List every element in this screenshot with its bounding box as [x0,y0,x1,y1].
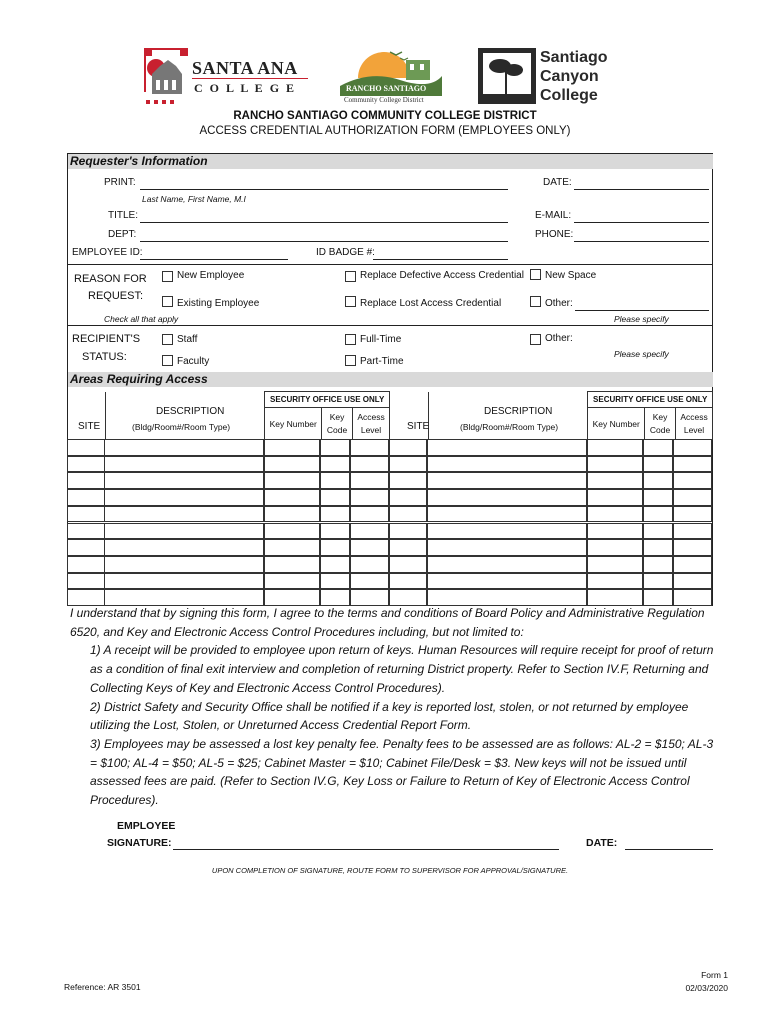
table-cell[interactable] [587,573,643,590]
dept-label: DEPT: [108,229,137,240]
key-number-header: Key Number [588,408,645,440]
table-cell[interactable] [104,523,264,540]
table-cell[interactable] [264,456,320,473]
email-input[interactable] [574,222,709,223]
table-cell[interactable] [264,523,320,540]
table-cell[interactable] [389,456,427,473]
table-cell[interactable] [350,539,389,556]
key-code-header: Key Code [645,408,676,440]
areas-table-left [67,391,390,440]
table-cell[interactable] [350,506,389,523]
status-other-label: Other: [545,333,573,344]
print-input[interactable] [140,189,508,190]
table-cell[interactable] [389,489,427,506]
table-cell[interactable] [67,456,105,473]
table-cell[interactable] [427,472,587,489]
title-label: TITLE: [108,210,139,221]
table-cell[interactable] [67,489,105,506]
table-cell[interactable] [389,439,427,456]
description-sub-left: (Bldg/Room#/Room Type) [132,422,231,432]
date-label: DATE: [543,177,572,188]
replace-defective-checkbox[interactable] [345,271,356,282]
requester-section-header: Requester's Information [68,154,713,169]
table-cell[interactable] [587,456,643,473]
form-date: 02/03/2020 [685,983,728,993]
scc-name-2: Canyon [540,68,599,85]
description-sub-right: (Bldg/Room#/Room Type) [460,422,559,432]
table-cell[interactable] [104,489,264,506]
table-cell[interactable] [67,573,105,590]
key-code-header: Key Code [322,408,353,440]
table-cell[interactable] [673,489,712,506]
email-label: E-MAIL: [535,210,572,221]
sac-college: C O L L E G E [194,81,297,95]
scc-name-1: Santiago [540,49,608,66]
table-cell[interactable] [264,506,320,523]
sac-divider [192,78,308,79]
reason-label-2: REQUEST: [88,290,144,302]
table-cell[interactable] [320,523,350,540]
replace-lost-label: Replace Lost Access Credential [360,298,502,309]
phone-label: PHONE: [535,229,574,240]
table-cell[interactable] [427,439,587,456]
faculty-checkbox[interactable] [162,355,173,366]
title-input[interactable] [140,222,508,223]
table-cell[interactable] [673,573,712,590]
employee-id-input[interactable] [140,259,288,260]
table-cell[interactable] [104,456,264,473]
table-cell[interactable] [264,539,320,556]
table-cell[interactable] [67,472,105,489]
new-space-label: New Space [545,270,597,281]
print-label: PRINT: [104,177,136,188]
table-cell[interactable] [104,573,264,590]
full-time-label: Full-Time [360,334,402,345]
table-cell[interactable] [104,439,264,456]
terms-text [70,604,720,810]
terms-item-3: 3) Employees may be assessed a lost key penalty fee. Penalty fees to be assessed are as follows: AL-2 = $150; AL-3 = $100; AL-4 = $50; AL-5 = $25; Cabinet Master = $10; Cabinet File/Desk = $3. New keys will not be issued until assessed fees are paid. (Refer to Section IV.G, Key Loss or Failure to Return of Key of Electronic Access Control Procedures). [90,736,714,808]
table-cell[interactable] [104,539,264,556]
id-badge-input[interactable] [373,259,508,260]
table-cell[interactable] [427,539,587,556]
table-cell[interactable] [427,506,587,523]
areas-section-header: Areas Requiring Access [68,372,713,387]
check-all-hint: Check all that apply [104,314,179,324]
signature-label-1: EMPLOYEE [117,820,176,832]
table-cell[interactable] [320,506,350,523]
part-time-label: Part-Time [360,356,404,367]
access-level-header: Access Level [676,408,713,440]
security-office-only-left: SECURITY OFFICE USE ONLY [265,392,390,408]
date-input[interactable] [574,189,709,190]
table-cell[interactable] [427,556,587,573]
terms-intro: I understand that by signing this form, I agree to the terms and conditions of Board Policy and Administrative Regulation 6520, and Key and Electronic Access Control Procedures including, but not limited to: [70,606,705,639]
table-cell[interactable] [264,489,320,506]
replace-lost-checkbox[interactable] [345,296,356,307]
table-cell[interactable] [350,456,389,473]
table-cell[interactable] [673,456,712,473]
table-cell[interactable] [673,472,712,489]
table-cell[interactable] [67,556,105,573]
key-number-header: Key Number [265,408,322,440]
status-label-2: STATUS: [82,351,127,363]
new-space-checkbox[interactable] [530,269,541,280]
table-cell[interactable] [320,489,350,506]
id-badge-label: ID BADGE #: [316,247,375,258]
reason-other-label: Other: [545,298,573,309]
new-employee-checkbox[interactable] [162,271,173,282]
table-cell[interactable] [350,472,389,489]
table-cell[interactable] [350,439,389,456]
table-cell[interactable] [673,556,712,573]
table-cell[interactable] [67,523,105,540]
table-cell[interactable] [389,556,427,573]
scc-name-3: College [540,87,598,104]
part-time-checkbox[interactable] [345,355,356,366]
new-employee-label: New Employee [177,270,245,281]
status-other-checkbox[interactable] [530,334,541,345]
employee-id-label: EMPLOYEE ID: [72,247,143,258]
table-cell[interactable] [643,472,673,489]
name-format-hint: Last Name, First Name, M.I [142,194,246,204]
description-header-left: DESCRIPTION [156,406,225,417]
replace-defective-label: Replace Defective Access Credential [360,270,524,281]
full-time-checkbox[interactable] [345,334,356,345]
table-cell[interactable] [320,556,350,573]
existing-employee-checkbox[interactable] [162,296,173,307]
table-cell[interactable] [350,556,389,573]
table-cell[interactable] [389,472,427,489]
areas-rows [67,439,713,606]
reference: Reference: AR 3501 [64,982,141,992]
table-cell[interactable] [587,472,643,489]
table-cell[interactable] [389,506,427,523]
table-cell[interactable] [643,523,673,540]
table-cell[interactable] [389,573,427,590]
separator [68,264,713,265]
site-header-left: SITE [78,421,101,432]
rancho-santiago-logo [340,46,442,106]
table-cell[interactable] [104,506,264,523]
table-cell[interactable] [587,439,643,456]
description-header-right: DESCRIPTION [484,406,553,417]
rscc-name: RANCHO SANTIAGO [346,84,427,93]
table-cell[interactable] [389,523,427,540]
status-specify-hint: Please specify [614,349,669,359]
table-cell[interactable] [427,573,587,590]
table-cell[interactable] [264,556,320,573]
table-cell[interactable] [587,489,643,506]
table-cell[interactable] [67,506,105,523]
table-cell[interactable] [673,539,712,556]
signature-input[interactable] [173,849,559,850]
table-cell[interactable] [67,539,105,556]
form-subtitle: ACCESS CREDENTIAL AUTHORIZATION FORM (EMPLOYEES ONLY) [199,125,571,137]
terms-item-2: 2) District Safety and Security Office shall be notified if a key is reported lost, stolen, or not returned by employee utilizing the Lost, Stolen, or Unreturned Access Credential Report Form. [90,699,689,733]
table-cell[interactable] [320,439,350,456]
table-cell[interactable] [389,539,427,556]
santa-ana-building-icon [142,46,192,106]
table-cell[interactable] [587,539,643,556]
table-cell[interactable] [643,439,673,456]
table-cell[interactable] [264,573,320,590]
table-cell[interactable] [643,489,673,506]
table-cell[interactable] [350,489,389,506]
table-cell[interactable] [427,523,587,540]
scc-tree-icon [478,48,536,104]
form-district-title: RANCHO SANTIAGO COMMUNITY COLLEGE DISTRICT [233,110,537,122]
table-cell[interactable] [104,472,264,489]
reason-other-checkbox[interactable] [530,296,541,307]
table-cell[interactable] [264,472,320,489]
reason-specify-hint: Please specify [614,314,669,324]
table-cell[interactable] [264,439,320,456]
table-cell[interactable] [587,556,643,573]
signature-label-2: SIGNATURE: [107,837,172,849]
table-cell[interactable] [643,506,673,523]
faculty-label: Faculty [177,356,210,367]
table-cell[interactable] [320,472,350,489]
reason-label-1: REASON FOR [74,273,147,285]
table-cell[interactable] [320,539,350,556]
table-cell[interactable] [350,523,389,540]
table-cell[interactable] [427,489,587,506]
table-cell[interactable] [643,456,673,473]
separator [68,325,713,326]
table-cell[interactable] [673,506,712,523]
table-cell[interactable] [673,523,712,540]
table-cell[interactable] [320,456,350,473]
status-label-1: RECIPIENT'S [72,333,141,345]
security-office-only-right: SECURITY OFFICE USE ONLY [588,392,713,408]
signature-date-label: DATE: [586,837,618,849]
form-number: Form 1 [701,970,728,980]
santiago-canyon-college-logo [478,48,628,108]
table-cell[interactable] [67,439,105,456]
terms-item-1: 1) A receipt will be provided to employee upon return of keys. Human Resources will require receipt for proof of return as a condition of final exit interview and completion of returning District property. Refer to Section IV.F, Returning and Collecting Keys of Key and Electronic Access Control Procedures). [90,643,714,695]
table-cell[interactable] [587,523,643,540]
table-cell[interactable] [643,556,673,573]
phone-input[interactable] [574,241,709,242]
table-cell[interactable] [643,539,673,556]
route-note: UPON COMPLETION OF SIGNATURE, ROUTE FORM TO SUPERVISOR FOR APPROVAL/SIGNATURE. [211,866,569,875]
table-cell[interactable] [104,556,264,573]
staff-checkbox[interactable] [162,334,173,345]
site-header-right: SITE [407,421,430,432]
signature-date-input[interactable] [625,849,713,850]
table-cell[interactable] [320,573,350,590]
table-cell[interactable] [643,573,673,590]
existing-employee-label: Existing Employee [177,298,260,309]
table-cell[interactable] [587,506,643,523]
table-cell[interactable] [673,439,712,456]
dept-input[interactable] [140,241,508,242]
access-level-header: Access Level [353,408,390,440]
sac-name: SANTA ANA [192,58,298,78]
reason-other-input[interactable] [575,310,709,311]
staff-label: Staff [177,334,198,345]
rscc-district: Community College District [344,96,424,104]
santa-ana-college-logo [142,46,312,108]
table-cell[interactable] [350,573,389,590]
table-cell[interactable] [427,456,587,473]
